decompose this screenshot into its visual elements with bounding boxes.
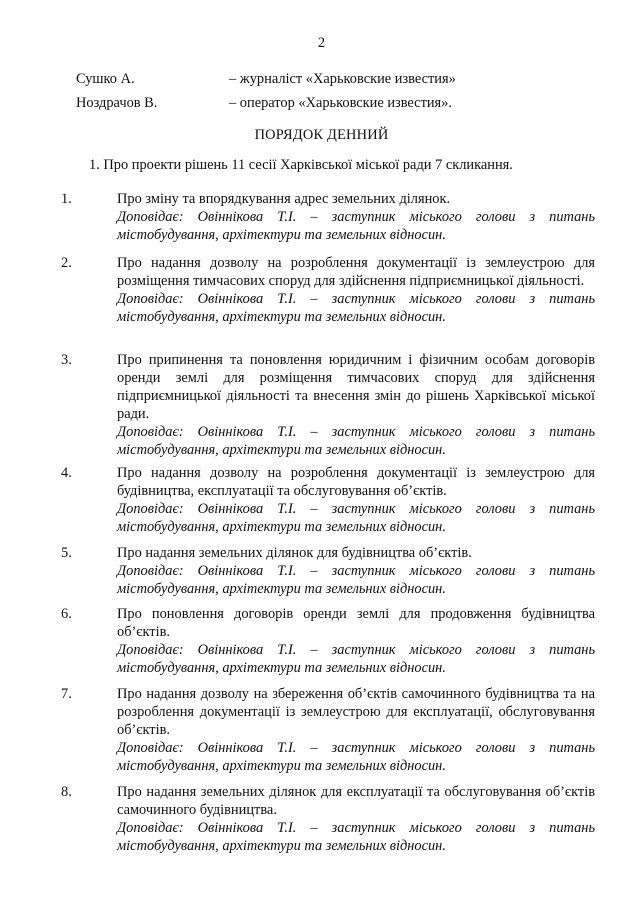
item-title: Про надання дозволу на розроблення документації із землеустрою для будівництва, експлуатації та обслуговування об’єктів. <box>117 465 595 499</box>
item-speaker: Доповідає: Овіннікова Т.І. – заступник міського голови з питань містобудування, архітектури та земельних відносин. <box>117 820 595 854</box>
attendee-row <box>76 70 596 88</box>
item-number: 6. <box>61 606 72 622</box>
attendee-name: Ноздрачов В. <box>76 95 158 111</box>
item-number: 7. <box>61 686 72 702</box>
item-speaker: Доповідає: Овіннікова Т.І. – заступник міського голови з питань містобудування, архітектури та земельних відносин. <box>117 424 595 458</box>
item-speaker: Доповідає: Овіннікова Т.І. – заступник міського голови з питань містобудування, архітектури та земельних відносин. <box>117 501 595 535</box>
item-speaker: Доповідає: Овіннікова Т.І. – заступник міського голови з питань містобудування, архітектури та земельних відносин. <box>117 291 595 325</box>
item-title: Про припинення та поновлення юридичним і фізичним особам договорів оренди землі для розміщення тимчасових споруд для здійснення підприємницької діяльності та внесення змін до рішень Харківської міської ради. <box>117 352 595 422</box>
item-number: 4. <box>61 465 72 481</box>
item-number: 5. <box>61 545 72 561</box>
item-number: 3. <box>61 352 72 368</box>
attendee-role: – журналіст «Харьковские известия» <box>229 71 456 87</box>
item-title: Про надання дозволу на розроблення документації із землеустрою для розміщення тимчасових споруд для здійснення підприємницької діяльності. <box>117 255 595 289</box>
item-speaker: Доповідає: Овіннікова Т.І. – заступник міського голови з питань містобудування, архітектури та земельних відносин. <box>117 209 595 243</box>
item-speaker: Доповідає: Овіннікова Т.І. – заступник міського голови з питань містобудування, архітектури та земельних відносин. <box>117 740 595 774</box>
attendee-role: – оператор «Харьковские известия». <box>229 95 452 111</box>
item-title: Про зміну та впорядкування адрес земельних ділянок. <box>117 191 451 207</box>
section-heading: 1. Про проекти рішень 11 сесії Харківської міської ради 7 скликання. <box>89 157 513 173</box>
page-number: 2 <box>317 35 326 51</box>
item-number: 1. <box>61 191 72 207</box>
item-number: 8. <box>61 784 72 800</box>
item-number: 2. <box>61 255 72 271</box>
item-title: Про надання дозволу на збереження об’єктів самочинного будівництва та на розроблення документації із землеустрою для експлуатації, обслуговування об’єктів. <box>117 686 595 738</box>
item-title: Про надання земельних ділянок для будівництва об’єктів. <box>117 545 472 561</box>
attendee-row <box>76 94 596 112</box>
item-speaker: Доповідає: Овіннікова Т.І. – заступник міського голови з питань містобудування, архітектури та земельних відносин. <box>117 642 595 676</box>
agenda-title: ПОРЯДОК ДЕННИЙ <box>254 127 389 143</box>
attendee-name: Сушко А. <box>76 71 135 87</box>
item-speaker: Доповідає: Овіннікова Т.І. – заступник міського голови з питань містобудування, архітектури та земельних відносин. <box>117 563 595 597</box>
item-title: Про надання земельних ділянок для експлуатації та обслуговування об’єктів самочинного будівництва. <box>117 784 595 818</box>
item-title: Про поновлення договорів оренди землі для продовження будівництва об’єктів. <box>117 606 595 640</box>
